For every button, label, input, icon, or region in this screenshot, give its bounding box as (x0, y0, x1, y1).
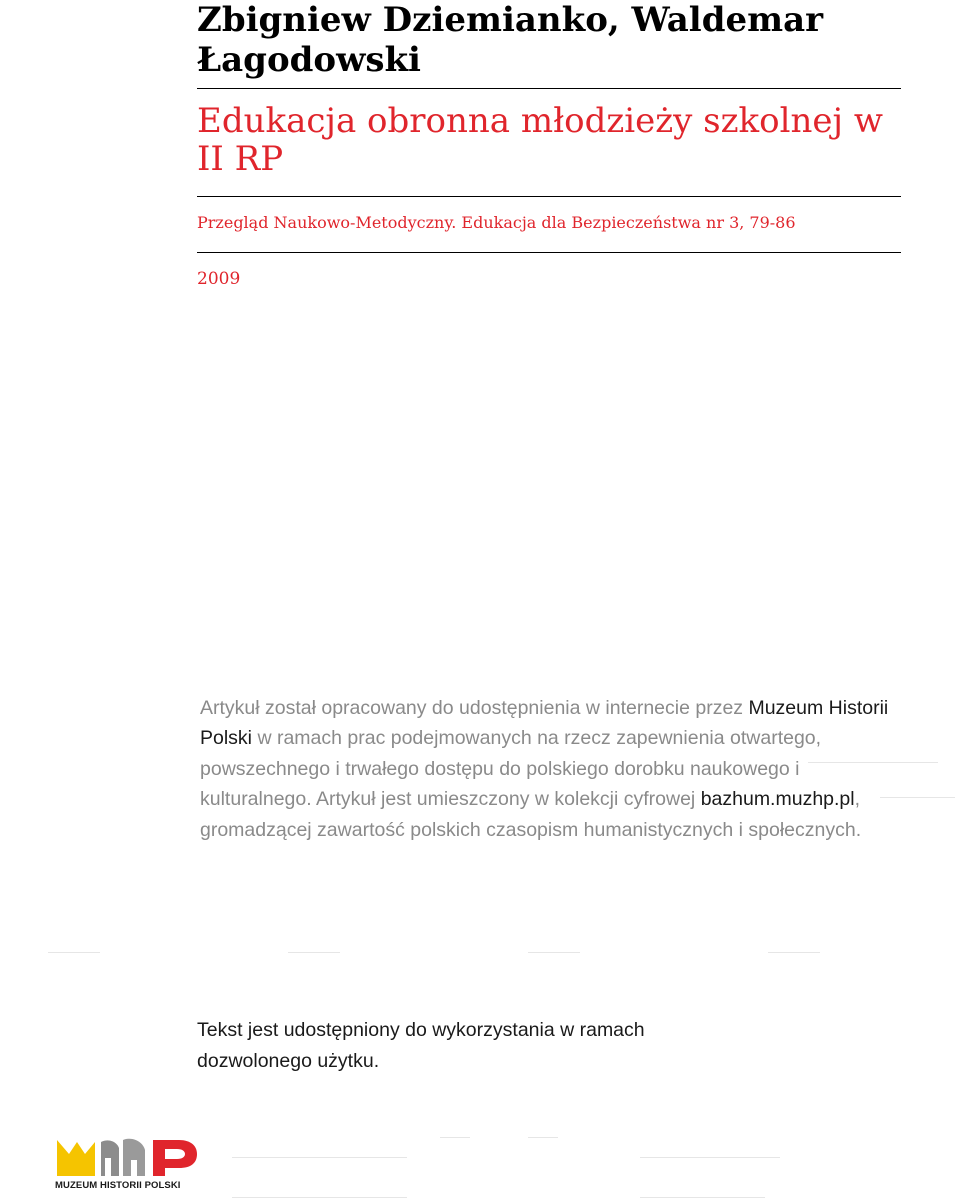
scan-artifact (640, 1197, 765, 1198)
scan-artifact (48, 952, 100, 953)
notice-text: , gromadzącej zawartość polskich czasopism humanistycznych i społecznych. (200, 788, 862, 841)
divider-line (197, 88, 901, 89)
scan-artifact (640, 1157, 780, 1158)
divider-line (197, 252, 901, 253)
logo-wordmark: MUZEUM HISTORII POLSKI (55, 1180, 181, 1191)
source-citation: Przegląd Naukowo-Metodyczny. Edukacja dla Bezpieczeństwa nr 3, 79-86 (197, 213, 796, 232)
scan-artifact (232, 1157, 407, 1158)
scan-artifact (768, 952, 820, 953)
museum-logo-icon (55, 1136, 205, 1180)
availability-notice (200, 693, 900, 845)
notice-text: w ramach prac podejmowanych na rzecz zapewnienia otwartego, powszechnego i trwałego dostępu do polskiego dorobku naukowego i kulturalnego. Artykuł jest umieszczony w kolekcji cyfrowej (200, 727, 822, 811)
authors-heading: Zbigniew Dziemianko, Waldemar Łagodowski (197, 0, 824, 80)
scan-artifact (528, 1137, 558, 1138)
publication-year: 2009 (197, 269, 241, 289)
scan-artifact (440, 1137, 470, 1138)
collection-link[interactable]: bazhum.muzhp.pl (700, 788, 855, 811)
museum-logo (55, 1136, 205, 1192)
scan-artifact (288, 952, 340, 953)
scan-artifact (880, 797, 955, 798)
scan-artifact (232, 1197, 407, 1198)
scan-artifact (808, 762, 938, 763)
museum-name: Muzeum Historii Polski (200, 697, 889, 750)
license-notice: Tekst jest udostępniony do wykorzystania w ramach dozwolonego użytku. (197, 1019, 645, 1072)
divider-line (197, 196, 901, 197)
scan-artifact (528, 952, 580, 953)
article-title: Edukacja obronna młodzieży szkolnej w II RP (197, 101, 883, 179)
notice-text: Artykuł został opracowany do udostępnienia w internecie przez (200, 697, 749, 719)
